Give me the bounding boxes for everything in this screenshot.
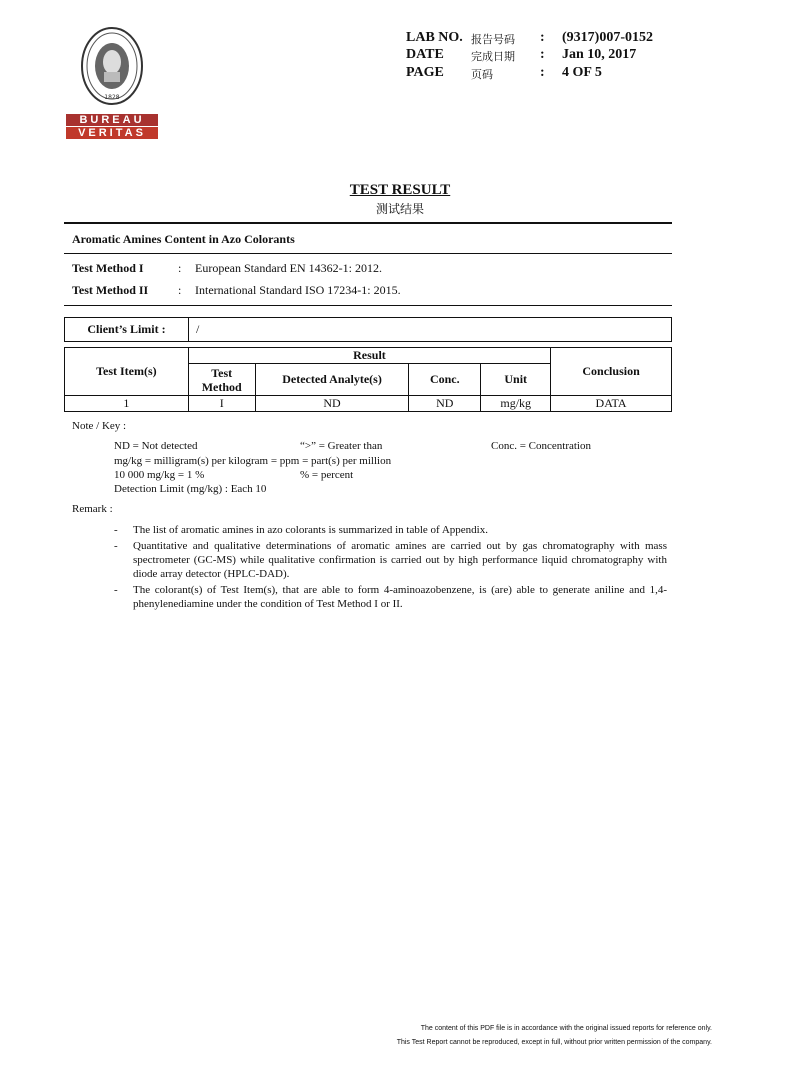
remark-text-1: The list of aromatic amines in azo colorants is summarized in table of Appendix. — [133, 524, 488, 536]
table-row — [65, 396, 672, 412]
method-1-colon: : — [178, 261, 182, 275]
cell-unit: mg/kg — [481, 396, 551, 412]
note-percent: % = percent — [300, 469, 354, 481]
method-2-colon: : — [178, 283, 182, 297]
method-2-label: Test Method II — [72, 283, 149, 297]
lab-no-value: (9317)007-0152 — [562, 30, 653, 45]
lab-no-label: LAB NO. — [406, 30, 463, 45]
header-test-method — [188, 364, 255, 396]
note-detection: Detection Limit (mg/kg) : Each 10 — [114, 483, 267, 495]
page-title: TEST RESULT — [349, 182, 451, 198]
note-mgkg: mg/kg = milligram(s) per kilogram = ppm = part(s) per million — [114, 455, 392, 467]
notes-title: Note / Key : — [72, 420, 127, 432]
lab-no-colon: : — [540, 30, 545, 45]
list-item — [114, 523, 667, 537]
bureau-veritas-logo — [66, 26, 158, 144]
method-2-value: International Standard ISO 17234-1: 2015. — [195, 283, 401, 297]
divider — [64, 253, 672, 254]
header-result: Result — [188, 348, 550, 364]
page-colon: : — [540, 65, 545, 80]
cell-conc: ND — [409, 396, 481, 412]
header-conclusion: Conclusion — [551, 348, 672, 396]
lab-no-cn: 报告号码 — [471, 33, 515, 46]
client-limit-label: Client’s Limit : — [87, 322, 166, 336]
cell-conclusion: DATA — [551, 396, 672, 412]
footer-line-2: This Test Report cannot be reproduced, except in full, without prior written permission of the company. — [396, 1039, 712, 1046]
client-limit-box — [64, 317, 672, 342]
header-analyte: Detected Analyte(s) — [255, 364, 409, 396]
seal-icon — [66, 26, 158, 112]
remark-dash: - — [114, 540, 118, 552]
divider — [64, 222, 672, 224]
footer-line-1: The content of this PDF file is in accordance with the original issued reports for reference only. — [420, 1025, 712, 1032]
remark-text-2: Quantitative and qualitative determinations of aromatic amines are carried out by gas chromatography with mass spectrometer (GC-MS) while qualitative confirmation is carried out by high performance liquid chromatography with diode array detector (HPLC-DAD). — [133, 540, 667, 580]
cell-analyte: ND — [255, 396, 409, 412]
logo-top-label: BUREAU — [66, 114, 158, 126]
header-conc: Conc. — [409, 364, 481, 396]
date-cn: 完成日期 — [471, 50, 515, 63]
list-item — [114, 583, 667, 611]
header-test-method-l2: Method — [201, 379, 242, 394]
header-test-method-l1: Test — [211, 365, 233, 380]
page-label: PAGE — [406, 65, 444, 80]
date-colon: : — [540, 47, 545, 62]
section-title: Aromatic Amines Content in Azo Colorants — [72, 232, 295, 246]
method-1-value: European Standard EN 14362-1: 2012. — [195, 261, 382, 275]
note-nd: ND = Not detected — [114, 440, 198, 452]
logo-bottom-label: VERITAS — [66, 127, 158, 139]
remark-text-3: The colorant(s) of Test Item(s), that are able to form 4-aminoazobenzene, is (are) able to generate aniline and 1,4-phenylenediamine under the condition of Test Method I or II. — [133, 584, 667, 610]
page-cn: 页码 — [471, 68, 493, 81]
date-label: DATE — [406, 47, 444, 62]
header-test-item: Test Item(s) — [65, 348, 189, 396]
method-1-label: Test Method I — [72, 261, 144, 275]
remark-title: Remark : — [72, 503, 113, 515]
remark-dash: - — [114, 524, 118, 536]
header-unit: Unit — [481, 364, 551, 396]
date-value: Jan 10, 2017 — [562, 47, 637, 62]
client-limit-value: / — [196, 322, 200, 336]
page-value: 4 OF 5 — [562, 65, 602, 80]
page-title-cn: 测试结果 — [375, 202, 424, 216]
list-item — [114, 539, 667, 581]
remark-list — [114, 523, 667, 613]
divider — [64, 305, 672, 306]
cell-item: 1 — [65, 396, 189, 412]
note-greater: “>” = Greater than — [300, 440, 383, 452]
note-conc: Conc. = Concentration — [491, 440, 591, 452]
note-percent-conv: 10 000 mg/kg = 1 % — [114, 469, 205, 481]
results-table — [64, 347, 672, 412]
client-limit-separator — [188, 318, 189, 341]
remark-dash: - — [114, 584, 118, 596]
seal-year: 1828 — [104, 94, 120, 101]
cell-method: I — [188, 396, 255, 412]
